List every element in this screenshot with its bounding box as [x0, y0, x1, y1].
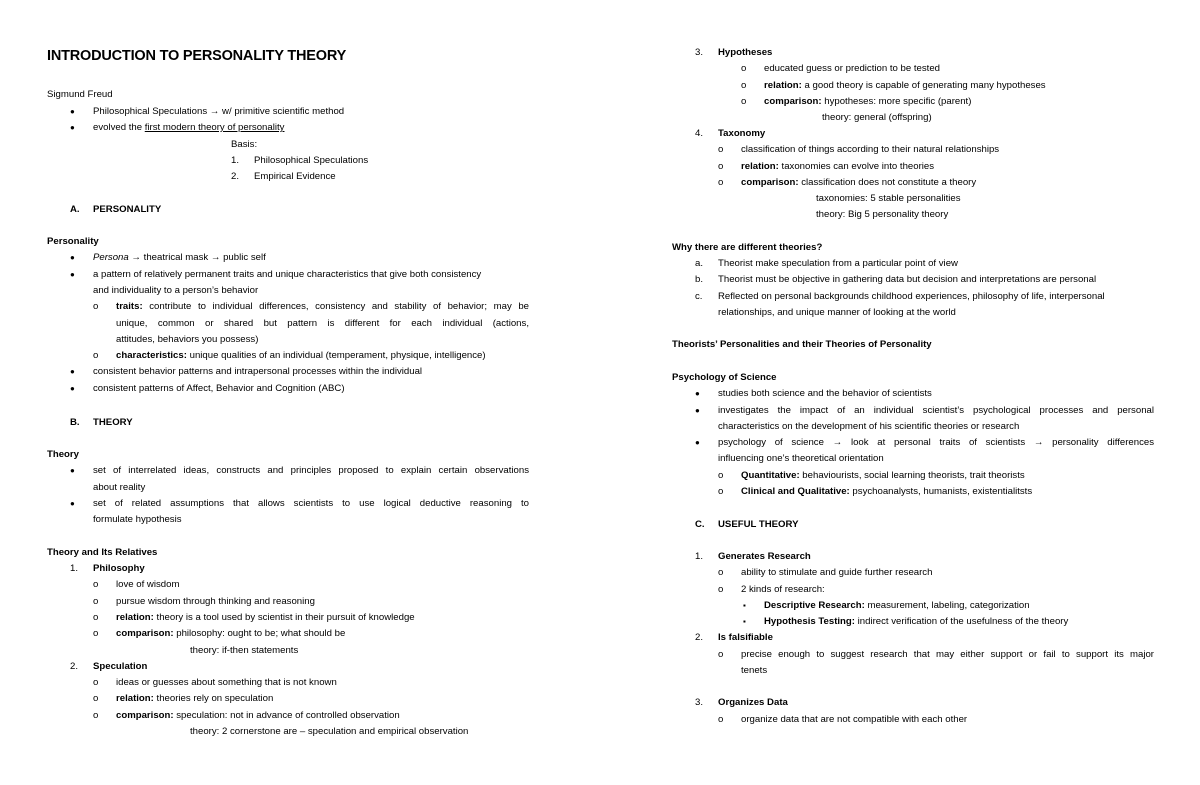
relatives-num-1: 1.	[70, 563, 79, 574]
section-a-heading: PERSONALITY	[93, 204, 162, 215]
why-letter-c: c.	[695, 291, 703, 302]
comparison-label: comparison:	[116, 628, 174, 639]
persona-italic: Persona	[93, 252, 129, 263]
hypotheses-heading: Hypotheses	[718, 47, 773, 58]
generates-item-1: ability to stimulate and guide further research	[741, 567, 933, 578]
basis-item-1: Philosophical Speculations	[254, 155, 369, 166]
characteristics-text: unique qualities of an individual (temperament, physique, intelligence)	[186, 350, 486, 361]
philosophy-item-3	[116, 612, 415, 624]
why-item-a: Theorist make speculation from a particular point of view	[718, 258, 958, 269]
taxonomy-item-2	[741, 161, 934, 173]
hypothesis-testing	[764, 616, 1068, 628]
philosophy-item-4-cont: theory: if-then statements	[190, 645, 299, 656]
personality-bullet-3: consistent behavior patterns and intrapersonal processes within the individual	[93, 366, 423, 377]
circle-bullet-icon: o	[93, 301, 99, 312]
psychology-of-science-heading: Psychology of Science	[672, 372, 777, 383]
hypotheses-item-3-cont: theory: general (offspring)	[822, 112, 932, 123]
page-title: INTRODUCTION TO PERSONALITY THEORY	[47, 48, 347, 64]
clinical-label: Clinical and Qualitative:	[741, 486, 850, 497]
falsifiable-item-line-2: tenets	[741, 665, 768, 676]
descriptive-label: Descriptive Research:	[764, 600, 865, 611]
hypotheses-item-1: educated guess or prediction to be tested	[764, 63, 941, 74]
freud-bullet-1: Philosophical Speculations → w/ primitive scientific method	[93, 106, 345, 117]
section-c-letter: C.	[695, 519, 705, 530]
theorists-heading: Theorists’ Personalities and their Theories of Personality	[672, 339, 932, 350]
hypotheses-item-2	[764, 80, 1046, 92]
relation-text: a good theory is capable of generating many hypotheses	[801, 80, 1046, 91]
relation-label: relation:	[116, 693, 154, 704]
personality-heading: Personality	[47, 236, 99, 247]
basis-label: Basis:	[231, 139, 258, 150]
taxonomy-num: 4.	[695, 128, 704, 139]
taxonomy-item-3-cont-2: theory: Big 5 personality theory	[816, 209, 949, 220]
relation-label: relation:	[116, 612, 154, 623]
circle-bullet-icon: o	[93, 596, 99, 607]
hypotheses-item-3	[764, 96, 971, 108]
theory-bullet-1-line-2: about reality	[93, 482, 146, 493]
speculation-heading: Speculation	[93, 661, 148, 672]
relatives-heading: Theory and Its Relatives	[47, 547, 158, 558]
speculation-item-2	[116, 693, 273, 705]
circle-bullet-icon: o	[718, 177, 724, 188]
section-c-heading: USEFUL THEORY	[718, 519, 799, 530]
circle-bullet-icon: o	[93, 579, 99, 590]
circle-bullet-icon: o	[718, 567, 724, 578]
organizes-data-item: organize data that are not compatible with each other	[741, 714, 968, 725]
theory-heading: Theory	[47, 449, 79, 460]
bullet-icon: ●	[695, 406, 700, 415]
personality-bullet-1	[93, 252, 266, 264]
psych-bullet-2-line-2: characteristics on the development of his scientific theories or research	[718, 421, 1020, 432]
traits-line-2: unique, common or shared but pattern is different for each individual (actions,	[116, 318, 529, 329]
speculation-item-1: ideas or guesses about something that is not known	[116, 677, 337, 688]
taxonomy-item-3	[741, 177, 976, 189]
comparison-text: speculation: not in advance of controlled observation	[173, 710, 400, 721]
traits-label: traits:	[116, 301, 143, 312]
useful-num-2: 2.	[695, 632, 704, 643]
circle-bullet-icon: o	[93, 628, 99, 639]
clinical-text: psychoanalysts, humanists, existentialitsts	[849, 486, 1033, 497]
relation-text: theories rely on speculation	[153, 693, 274, 704]
generates-research-heading: Generates Research	[718, 551, 811, 562]
comparison-text: hypotheses: more specific (parent)	[821, 96, 972, 107]
philosophy-item-4	[116, 628, 345, 640]
bullet-icon: ●	[70, 270, 75, 279]
freud-name: Sigmund Freud	[47, 89, 113, 100]
speculation-item-3	[116, 710, 400, 722]
hypothesis-testing-text: indirect verification of the usefulness of the theory	[854, 616, 1069, 627]
philosophy-heading: Philosophy	[93, 563, 145, 574]
theory-bullet-1-line-1: set of interrelated ideas, constructs and principles proposed to explain certain observations	[93, 465, 529, 476]
hypotheses-num: 3.	[695, 47, 704, 58]
personality-bullet-2-line-1: a pattern of relatively permanent traits and unique characteristics that give both consistency	[93, 269, 482, 280]
circle-bullet-icon: o	[741, 96, 747, 107]
relation-text: taxonomies can evolve into theories	[778, 161, 935, 172]
basis-item-2: Empirical Evidence	[254, 171, 336, 182]
psych-clinical	[741, 486, 1032, 498]
persona-text: → theatrical mask → public self	[128, 252, 266, 263]
freud-bullet-2	[93, 122, 284, 134]
bullet-icon: ●	[70, 253, 75, 262]
section-a-letter: A.	[70, 204, 80, 215]
comparison-text: classification does not constitute a theory	[798, 177, 977, 188]
comparison-label: comparison:	[764, 96, 822, 107]
bullet-icon: ●	[70, 367, 75, 376]
square-bullet-icon: ▪	[743, 617, 746, 626]
relation-text: theory is a tool used by scientist in their pursuit of knowledge	[153, 612, 415, 623]
traits-line-3: attitudes, behaviors you possess)	[116, 334, 259, 345]
speculation-item-3-cont: theory: 2 cornerstone are – speculation and empirical observation	[190, 726, 469, 737]
characteristics-label: characteristics:	[116, 350, 187, 361]
relation-label: relation:	[741, 161, 779, 172]
personality-bullet-2-line-2: and individuality to a person’s behavior	[93, 285, 259, 296]
why-letter-a: a.	[695, 258, 704, 269]
psych-bullet-1: studies both science and the behavior of scientists	[718, 388, 932, 399]
descriptive-research	[764, 600, 1030, 612]
useful-num-3: 3.	[695, 697, 704, 708]
philosophy-item-1: love of wisdom	[116, 579, 180, 590]
circle-bullet-icon: o	[718, 714, 724, 725]
bullet-icon: ●	[70, 499, 75, 508]
circle-bullet-icon: o	[93, 612, 99, 623]
circle-bullet-icon: o	[93, 693, 99, 704]
comparison-label: comparison:	[116, 710, 174, 721]
circle-bullet-icon: o	[741, 63, 747, 74]
comparison-text: philosophy: ought to be; what should be	[173, 628, 346, 639]
taxonomy-item-1: classification of things according to their natural relationships	[741, 144, 1000, 155]
traits-line-1	[116, 301, 529, 313]
circle-bullet-icon: o	[93, 677, 99, 688]
bullet-icon: ●	[70, 466, 75, 475]
why-item-c-line-1: Reflected on personal backgrounds childhood experiences, philosophy of life, interpersonal	[718, 291, 1105, 302]
comparison-label: comparison:	[741, 177, 799, 188]
hypothesis-testing-label: Hypothesis Testing:	[764, 616, 855, 627]
descriptive-text: measurement, labeling, categorization	[864, 600, 1030, 611]
psych-bullet-3-line-2: influencing one’s theoretical orientation	[718, 453, 884, 464]
circle-bullet-icon: o	[93, 350, 99, 361]
relatives-num-2: 2.	[70, 661, 79, 672]
circle-bullet-icon: o	[718, 584, 724, 595]
relation-label: relation:	[764, 80, 802, 91]
section-b-heading: THEORY	[93, 417, 133, 428]
bullet-icon: ●	[695, 438, 700, 447]
quantitative-label: Quantitative:	[741, 470, 800, 481]
basis-num-2: 2.	[231, 171, 240, 182]
circle-bullet-icon: o	[718, 470, 724, 481]
falsifiable-heading: Is falsifiable	[718, 632, 773, 643]
circle-bullet-icon: o	[718, 161, 724, 172]
why-item-b: Theorist must be objective in gathering data but decision and interpretations are personal	[718, 274, 1097, 285]
generates-item-2: 2 kinds of research:	[741, 584, 825, 595]
circle-bullet-icon: o	[741, 80, 747, 91]
psych-bullet-3-line-1: psychology of science → look at personal traits of scientists → personality differences	[718, 437, 1154, 448]
bullet-icon: ●	[70, 384, 75, 393]
theory-bullet-2-line-2: formulate hypothesis	[93, 514, 182, 525]
falsifiable-item-line-1: precise enough to suggest research that may either support or fail to support its major	[741, 649, 1154, 660]
useful-num-1: 1.	[695, 551, 704, 562]
characteristics-line	[116, 350, 486, 362]
square-bullet-icon: ▪	[743, 601, 746, 610]
section-b-letter: B.	[70, 417, 80, 428]
bullet-icon: ●	[70, 107, 75, 116]
why-item-c-line-2: relationships, and unique manner of looking at the world	[718, 307, 956, 318]
philosophy-item-2: pursue wisdom through thinking and reasoning	[116, 596, 315, 607]
circle-bullet-icon: o	[93, 710, 99, 721]
circle-bullet-icon: o	[718, 649, 724, 660]
why-heading: Why there are different theories?	[672, 242, 823, 253]
bullet-icon: ●	[70, 123, 75, 132]
psych-quantitative	[741, 470, 1025, 482]
personality-bullet-4: consistent patterns of Affect, Behavior and Cognition (ABC)	[93, 383, 345, 394]
quantitative-text: behaviourists, social learning theorists, trait theorists	[799, 470, 1025, 481]
why-letter-b: b.	[695, 274, 704, 285]
psych-bullet-2-line-1: investigates the impact of an individual scientist’s psychological processes and personal	[718, 405, 1154, 416]
circle-bullet-icon: o	[718, 144, 724, 155]
bullet-icon: ●	[695, 389, 700, 398]
freud-bullet-2-text: evolved the	[93, 122, 145, 133]
circle-bullet-icon: o	[718, 486, 724, 497]
taxonomy-heading: Taxonomy	[718, 128, 766, 139]
taxonomy-item-3-cont-1: taxonomies: 5 stable personalities	[816, 193, 961, 204]
basis-num-1: 1.	[231, 155, 240, 166]
traits-text: contribute to individual differences, consistency and stability of behavior; may be	[142, 301, 529, 312]
freud-bullet-2-underlined: first modern theory of personality	[144, 122, 285, 133]
theory-bullet-2-line-1: set of related assumptions that allows scientists to use logical deductive reasoning to	[93, 498, 529, 509]
organizes-data-heading: Organizes Data	[718, 697, 788, 708]
